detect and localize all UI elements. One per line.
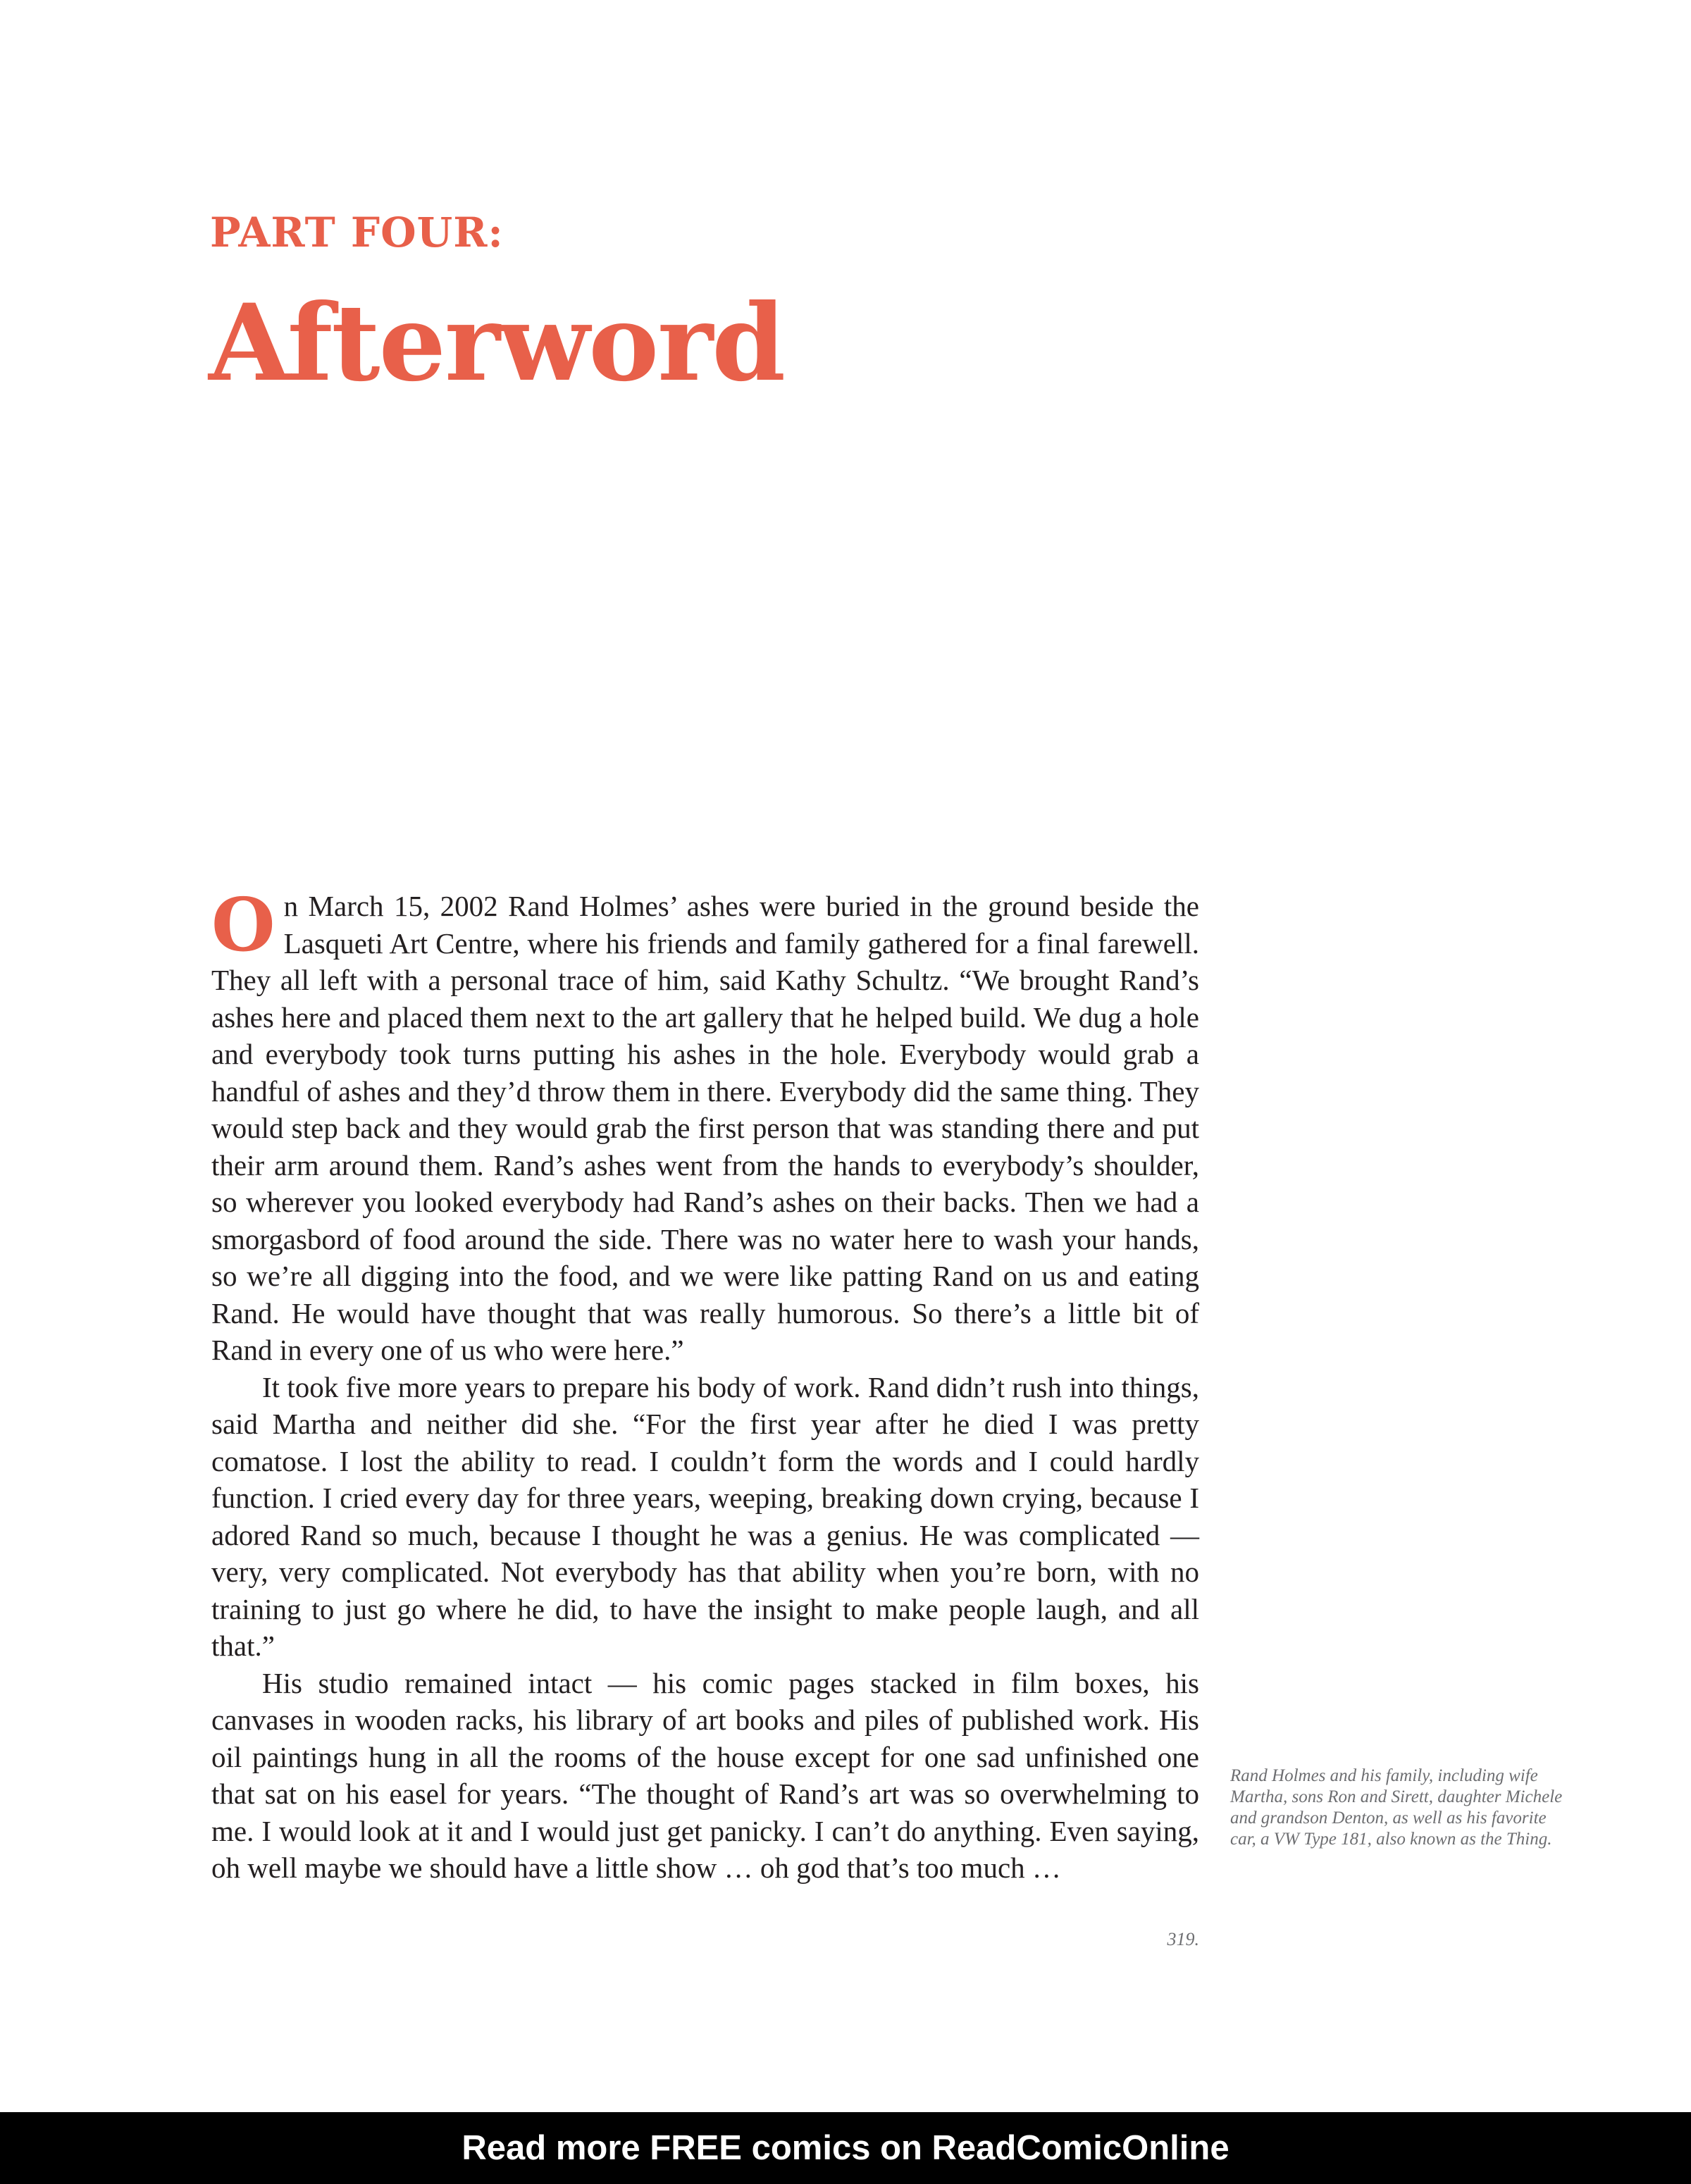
paragraph: It took five more years to prepare his body of work. Rand didn’t rush into things, said Martha and neither did she. “For the first year after he died I was pretty comatose. I lost the ability to read. I couldn’t form the words and I could hardly function. I cried every day for three years, weeping, breaking down crying, because I adored Rand so much, because I thought he was a genius. He was complicated — very, very complicated. Not everybody has that ability when you’re born, with no training to just go where he did, to have the insight to make people laugh, and all that.” xyxy=(211,1370,1199,1662)
drop-cap: O xyxy=(211,881,275,968)
paragraph: His studio remained intact — his comic pages stacked in film boxes, his canvases in wooden racks, his library of art books and piles of published work. His oil paintings hung in all the rooms of the house except for one sad unfinished one that sat on his easel for years. “The thought of Rand’s art was so overwhelming to me. I would look at it and I would just get panicky. I can’t do anything. Even saying, oh well maybe we should have a little show … oh god that’s too much … xyxy=(211,1666,1199,1884)
body-text xyxy=(211,881,1200,1887)
page-title: Afterword xyxy=(209,281,785,405)
photo-caption: Rand Holmes and his family, including wife Martha, sons Ron and Sirett, daughter Michele and grandson Denton, as well as his favorite car, a VW Type 181, also known as the Thing. xyxy=(1230,1766,1563,1849)
part-label: PART FOUR: xyxy=(210,209,504,256)
page-number: 319. xyxy=(1167,1929,1199,1949)
paragraph xyxy=(211,881,1200,1369)
promo-banner-link[interactable]: Read more FREE comics on ReadComicOnline xyxy=(462,2129,1229,2167)
promo-banner[interactable] xyxy=(0,2112,1691,2184)
paragraph-text: n March 15, 2002 Rand Holmes’ ashes were buried in the ground beside the Lasqueti Art Centre, where his friends and family gathered for a final farewell. They all left with a personal trace of him, said Kathy Schultz. “We brought Rand’s ashes here and placed them next to the art gallery that he helped build. We dug a hole and everybody took turns putting his ashes in the hole. Everybody would grab a handful of ashes and they’d throw them in there. Everybody did the same thing. They would step back and they would grab the first person that was standing there and put their arm around them. Rand’s ashes went from the hands to everybody’s shoulder, so wherever you looked everybody had Rand’s ashes on their backs. Then we had a smorgasbord of food around the side. There was no water here to wash your hands, so we’re all digging into the food, and we were like patting Rand on us and eating Rand. He would have thought that was really humorous. So there’s a little bit of Rand in every one of us who were here.” xyxy=(211,890,1200,1366)
